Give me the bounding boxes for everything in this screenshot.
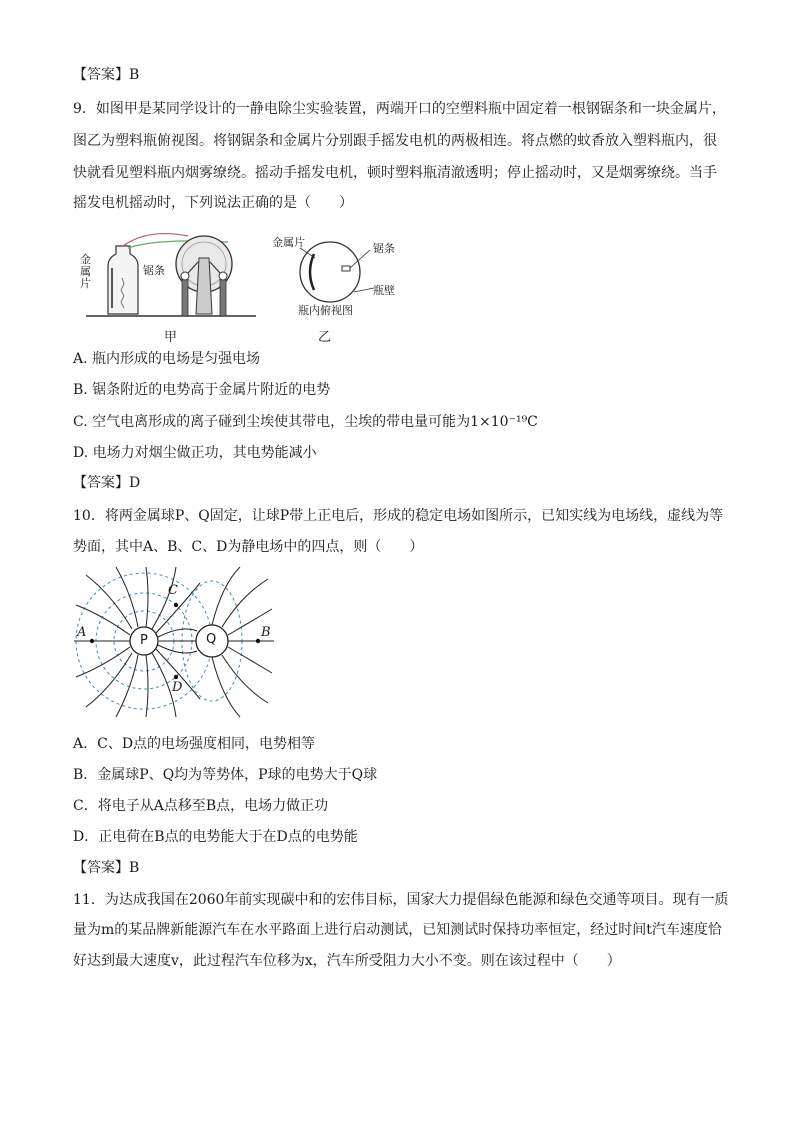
label-point-d: D bbox=[172, 680, 183, 695]
q10-option-c: C．将电子从A点移至B点，电场力做正功 bbox=[73, 798, 329, 814]
q10-option-d: D．正电荷在B点的电势能大于在D点的电势能 bbox=[73, 829, 358, 845]
q9-stem-line-2: 图乙为塑料瓶俯视图。将钢锯条和金属片分别跟手摇发电机的两极相连。将点燃的蚊香放入塑料瓶内，很 bbox=[73, 133, 717, 149]
q11-stem-line-2: 量为m的某品牌新能源汽车在水平路面上进行启动测试，已知测试时保持功率恒定，经过时间t汽车速度恰 bbox=[73, 922, 722, 938]
electric-field-figure bbox=[72, 565, 277, 720]
answer-q8: 【答案】B bbox=[73, 67, 140, 83]
caption-jia: 甲 bbox=[164, 330, 178, 345]
answer-q9: 【答案】D bbox=[73, 475, 141, 491]
figure-yi bbox=[270, 230, 410, 346]
q9-stem-line-1: 9．如图甲是某同学设计的一静电除尘实验装置，两端开口的空塑料瓶中固定着一根钢锯条和一块金属片， bbox=[73, 101, 726, 117]
q11-stem-line-1: 11．为达成我国在2060年前实现碳中和的宏伟目标，国家大力提倡绿色能源和绿色交通等项目。现有一质 bbox=[73, 892, 729, 908]
figure-jia bbox=[78, 218, 258, 346]
label-metal-plate: 金属片 bbox=[80, 253, 91, 290]
label-saw-top: 锯条 bbox=[373, 242, 395, 255]
label-saw-blade: 锯条 bbox=[143, 264, 165, 277]
answer-q10: 【答案】B bbox=[73, 860, 140, 876]
label-point-a: A bbox=[77, 625, 87, 640]
label-sphere-p: P bbox=[140, 633, 148, 648]
q10-stem-line-1: 10．将两金属球P、Q固定，让球P带上正电后，形成的稳定电场如图所示，已知实线为电场线，虚线为等 bbox=[73, 508, 724, 524]
q10-stem-line-2: 势面，其中A、B、C、D为静电场中的四点，则（ ） bbox=[73, 539, 424, 555]
label-point-c: C bbox=[168, 583, 178, 598]
label-point-b: B bbox=[261, 625, 271, 640]
q10-option-b: B．金属球P、Q均为等势体，P球的电势大于Q球 bbox=[73, 767, 378, 783]
q9-option-b: B. 锯条附近的电势高于金属片附近的电势 bbox=[73, 382, 331, 398]
q9-stem-line-4: 摇发电机摇动时，下列说法正确的是（ ） bbox=[73, 195, 353, 211]
q9-option-a: A. 瓶内形成的电场是匀强电场 bbox=[73, 351, 261, 367]
q10-option-a: A．C、D点的电场强度相同，电势相等 bbox=[73, 736, 316, 752]
label-bottle-wall: 瓶壁 bbox=[373, 284, 395, 297]
label-top-view: 瓶内俯视图 bbox=[298, 304, 353, 317]
label-sphere-q: Q bbox=[206, 632, 217, 647]
label-metal-plate-top: 金属片 bbox=[272, 236, 305, 249]
q11-stem-line-3: 好达到最大速度v，此过程汽车位移为x，汽车所受阻力大小不变。则在该过程中（ ） bbox=[73, 953, 621, 969]
q9-stem-line-3: 快就看见塑料瓶内烟雾缭绕。摇动手摇发电机，顿时塑料瓶清澈透明；停止摇动时，又是烟雾缭绕。当手 bbox=[73, 165, 717, 181]
q9-option-c: C. 空气电离形成的离子碰到尘埃使其带电，尘埃的带电量可能为1×10⁻¹⁹C bbox=[73, 414, 538, 430]
q9-option-d: D. 电场力对烟尘做正功，其电势能减小 bbox=[73, 445, 317, 461]
caption-yi: 乙 bbox=[318, 330, 332, 345]
